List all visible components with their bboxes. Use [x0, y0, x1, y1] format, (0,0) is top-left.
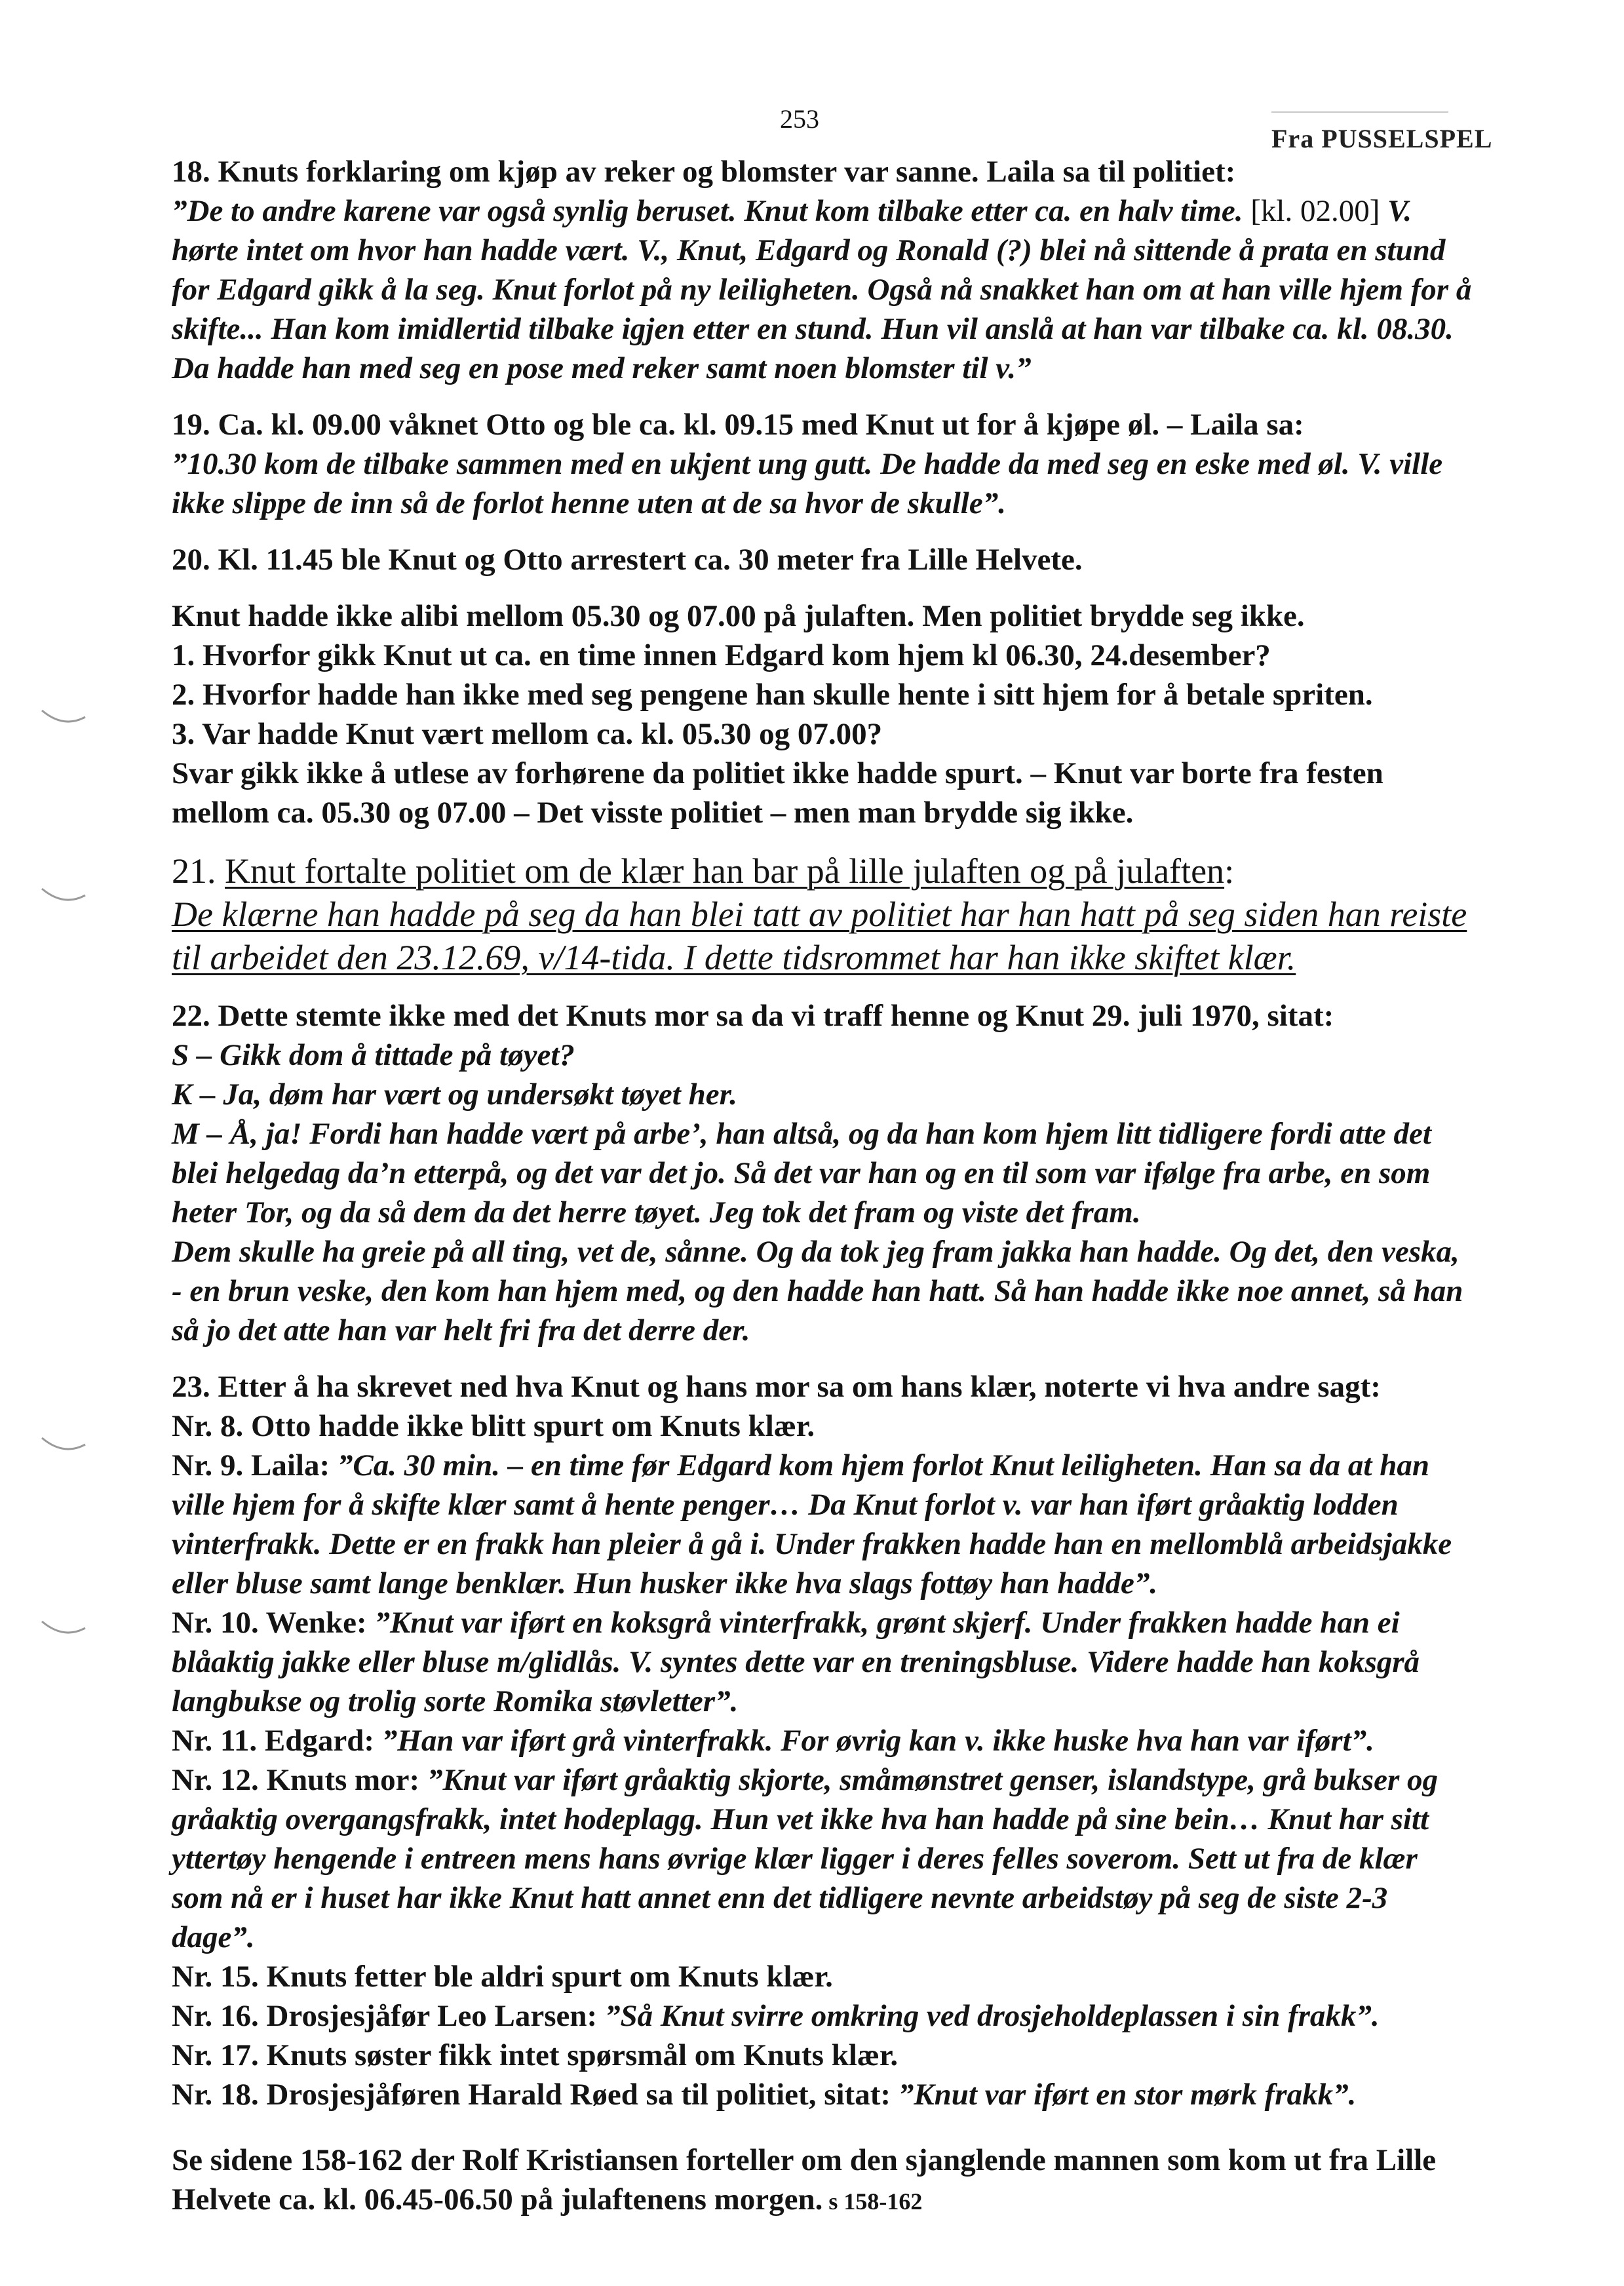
witness-statement	[172, 1760, 1476, 1957]
alibi-intro: Knut hadde ikke alibi mellom 05.30 og 07.00 på julaften. Men politiet brydde seg ikke.	[172, 599, 1305, 633]
witness-statement	[172, 1996, 1476, 2036]
witness-statement	[172, 1957, 1476, 1996]
punch-hole-mark	[41, 708, 87, 727]
header-rule	[1271, 111, 1448, 113]
paragraph-23-lead: 23. Etter å ha skrevet ned hva Knut og hans mor sa om hans klær, noterte vi hva andre sagt:	[172, 1370, 1381, 1404]
dialogue-line-s: S – Gikk dom å tittade på tøyet?	[172, 1038, 575, 1072]
paragraph-21-quote: De klærne han hadde på seg da han blei tatt av politiet har han hatt på seg siden han reiste til arbeidet den 23.12.69, v/14-tida. I dette tidsrommet har han ikke skiftet klær.	[172, 895, 1467, 977]
punch-hole-mark	[41, 1619, 87, 1638]
alibi-question-2: 2. Hvorfor hadde han ikke med seg pengene han skulle hente i sitt hjem for å betale spriten.	[172, 678, 1373, 712]
witness-label: Nr. 17. Knuts søster fikk intet spørsmål om Knuts klær.	[172, 2038, 899, 2072]
witness-label: Nr. 16. Drosjesjåfør Leo Larsen:	[172, 1999, 605, 2033]
alibi-question-3: 3. Var hadde Knut vært mellom ca. kl. 05.30 og 07.00?	[172, 717, 883, 751]
page-reference: s 158-162	[822, 2188, 923, 2215]
witness-quote: ”Knut var iført gråaktig skjorte, småmønstret genser, islandstype, grå bukser og gråaktig overgangsfrakk, intet hodeplagg. Hun vet ikke hva han hadde på sine bein… Knut har sitt yttertøy hengende i entreen mens hans øvrige klær ligger i deres felles soverom. Sett ut fra de klær som nå er i huset har ikke Knut hatt annet enn det tidligere nevnte arbeidstøy på seg de siste 2-3 dage”.	[172, 1763, 1438, 1954]
witness-quote: ”Han var iført grå vinterfrakk. For øvrig kan v. ikke huske hva han var iført”.	[381, 1724, 1374, 1758]
witness-statement	[172, 1603, 1476, 1721]
paragraph-23	[172, 1367, 1476, 2114]
alibi-answer: Svar gikk ikke å utlese av forhørene da politiet ikke hadde spurt. – Knut var borte fra festen mellom ca. 05.30 og 07.00 – Det visste politiet – men man brydde sig ikke.	[172, 756, 1383, 830]
paragraph-19-lead: 19. Ca. kl. 09.00 våknet Otto og ble ca. kl. 09.15 med Knut ut for å kjøpe øl. – Laila sa:	[172, 408, 1304, 442]
alibi-section	[172, 596, 1476, 832]
witness-label: Nr. 18. Drosjesjåføren Harald Røed sa til politiet, sitat:	[172, 2078, 899, 2112]
closing-note	[172, 2141, 1476, 2221]
dialogue-line-k: K – Ja, døm har vært og undersøkt tøyet her.	[172, 1077, 738, 1112]
header-source: Fra PUSSELSPEL	[1271, 124, 1493, 153]
witness-label: Nr. 15. Knuts fetter ble aldri spurt om Knuts klær.	[172, 1960, 833, 1994]
witness-label: Nr. 10. Wenke:	[172, 1606, 375, 1640]
paragraph-22-lead: 22. Dette stemte ikke med det Knuts mor sa da vi traff henne og Knut 29. juli 1970, sitat:	[172, 999, 1334, 1033]
laila-quote-part-1: ”De to andre karene var også synlig beruset. Knut kom tilbake etter ca. en halv time.	[172, 194, 1243, 228]
punch-hole-mark	[41, 886, 87, 906]
paragraph-19	[172, 405, 1476, 523]
dialogue-line-m: M – Å, ja! Fordi han hadde vært på arbe’, han altså, og da han kom hjem litt tidligere fordi atte det blei helgedag da’n etterpå, og det var det jo. Så det var han og en til som var ifølge fra arbe, en som heter Tor, og da så dem da det herre tøyet. Jeg tok det fram og viste det fram.	[172, 1117, 1431, 1230]
paragraph-21-number: 21.	[172, 851, 225, 891]
witness-label: Nr. 12. Knuts mor:	[172, 1763, 427, 1797]
time-annotation: [kl. 02.00]	[1243, 194, 1380, 228]
witness-quote: ”Knut var iført en koksgrå vinterfrakk, grønt skjerf. Under frakken hadde han ei blåaktig jakke eller bluse m/glidlås. V. syntes dette var en treningsbluse. Videre hadde han koksgrå langbukse og trolig sorte Romika støvletter”.	[172, 1606, 1420, 1718]
witness-label: Nr. 11. Edgard:	[172, 1724, 382, 1758]
witness-quote: ”Knut var iført en stor mørk frakk”.	[898, 2078, 1357, 2112]
paragraph-19-quote: ”10.30 kom de tilbake sammen med en ukjent ung gutt. De hadde da med seg en eske med øl. V. ville ikke slippe de inn så de forlot henne uten at de sa hvor de skulle”.	[172, 447, 1443, 520]
witness-quote: ”Så Knut svirre omkring ved drosjeholdeplassen i sin frakk”.	[604, 1999, 1380, 2033]
dialogue-line-m-continued: Dem skulle ha greie på all ting, vet de, sånne. Og da tok jeg fram jakka han hadde. Og det, den veska, - en brun veske, den kom han hjem med, og den hadde han hatt. Så han hadde ikke noe annet, så han så jo det atte han var helt fri fra det derre der.	[172, 1235, 1463, 1347]
witness-label: Nr. 8. Otto hadde ikke blitt spurt om Knuts klær.	[172, 1409, 815, 1443]
witness-statement	[172, 2075, 1476, 2114]
document-body	[172, 152, 1476, 2221]
page-number: 253	[780, 104, 819, 134]
witness-statement	[172, 1446, 1476, 1603]
witness-quote: ”Ca. 30 min. – en time før Edgard kom hjem forlot Knut leiligheten. Han sa da at han ville hjem for å skifte klær samt å hente penger… Da Knut forlot v. var han iført gråaktig lodden vinterfrakk. Dette er en frakk han pleier å gå i. Under frakken hadde han en mellomblå arbeidsjakke eller bluse samt lange benklær. Hun husker ikke hva slags fottøy han hadde”.	[172, 1448, 1452, 1600]
witness-statement	[172, 1721, 1476, 1760]
alibi-question-1: 1. Hvorfor gikk Knut ut ca. en time innen Edgard kom hjem kl 06.30, 24.desember?	[172, 638, 1271, 672]
witness-statement	[172, 2036, 1476, 2075]
paragraph-18	[172, 152, 1476, 388]
closing-text: Se sidene 158-162 der Rolf Kristiansen forteller om den sjanglende mannen som kom ut fra Lille Helvete ca. kl. 06.45-06.50 på julaftenens morgen.	[172, 2143, 1437, 2217]
paragraph-21-colon: :	[1224, 851, 1235, 891]
laila-quote-part-2: V. hørte intet om hvor han hadde vært. V., Knut, Edgard og Ronald (?) blei nå sittende å prata en stund for Edgard gikk å la seg. Knut forlot på ny leiligheten. Også nå snakket han om at han ville hjem for å skifte... Han kom imidlertid tilbake igjen etter en stund. Hun vil anslå at han var tilbake ca. kl. 08.30. Da hadde han med seg en pose med reker samt noen blomster til v.”	[172, 194, 1472, 385]
paragraph-18-lead: 18. Knuts forklaring om kjøp av reker og blomster var sanne. Laila sa til politiet:	[172, 155, 1236, 189]
punch-hole-mark	[41, 1435, 87, 1455]
paragraph-22	[172, 996, 1476, 1350]
paragraph-20: 20. Kl. 11.45 ble Knut og Otto arrestert ca. 30 meter fra Lille Helvete.	[172, 543, 1083, 577]
witness-statement	[172, 1406, 1476, 1446]
paragraph-21-headline: Knut fortalte politiet om de klær han bar på lille julaften og på julaften	[225, 851, 1225, 891]
witness-label: Nr. 9. Laila:	[172, 1448, 338, 1482]
paragraph-21	[172, 849, 1476, 979]
